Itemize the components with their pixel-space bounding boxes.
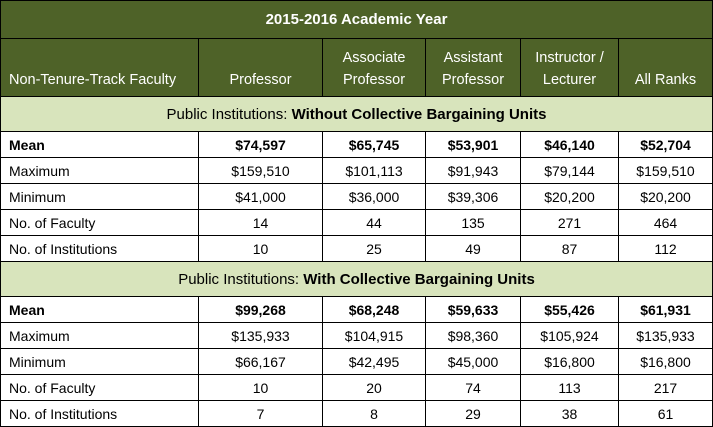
table-cell: $42,495	[323, 349, 426, 375]
table-cell: $135,933	[619, 323, 713, 349]
table-cell: $101,113	[323, 158, 426, 184]
table-cell: $68,248	[323, 297, 426, 323]
table-row	[1, 210, 713, 236]
table-row	[1, 158, 713, 184]
title-row	[1, 1, 713, 39]
row-label: No. of Institutions	[1, 401, 199, 427]
row-label: Maximum	[1, 323, 199, 349]
table-cell: $66,167	[199, 349, 323, 375]
table-cell: $46,140	[521, 132, 619, 158]
table-cell: 20	[323, 375, 426, 401]
table-row	[1, 323, 713, 349]
table-title: 2015-2016 Academic Year	[1, 1, 713, 39]
row-label: No. of Institutions	[1, 236, 199, 262]
row-label: Minimum	[1, 184, 199, 210]
column-header-professor: Professor	[199, 39, 323, 97]
table-cell: 113	[521, 375, 619, 401]
section-title-bold: With Collective Bargaining Units	[303, 270, 535, 288]
table-cell: 87	[521, 236, 619, 262]
column-header-category: Non-Tenure-Track Faculty	[1, 39, 199, 97]
section-title	[1, 262, 713, 297]
table-cell: 38	[521, 401, 619, 427]
table-cell: $99,268	[199, 297, 323, 323]
table-cell: 49	[426, 236, 521, 262]
table-row	[1, 236, 713, 262]
table-cell: $135,933	[199, 323, 323, 349]
table-cell: $65,745	[323, 132, 426, 158]
table-cell: 61	[619, 401, 713, 427]
section-header-row	[1, 262, 713, 297]
table-row	[1, 132, 713, 158]
table-cell: 464	[619, 210, 713, 236]
section-header-row	[1, 97, 713, 132]
table-cell: 135	[426, 210, 521, 236]
table-cell: $45,000	[426, 349, 521, 375]
table-row	[1, 401, 713, 427]
table-cell: $74,597	[199, 132, 323, 158]
table-cell: $16,800	[619, 349, 713, 375]
table-cell: $20,200	[521, 184, 619, 210]
table-cell: $98,360	[426, 323, 521, 349]
table-cell: $39,306	[426, 184, 521, 210]
column-header-all-ranks: All Ranks	[619, 39, 713, 97]
table-cell: 29	[426, 401, 521, 427]
table-body	[1, 97, 713, 427]
table-cell: 112	[619, 236, 713, 262]
table-cell: $104,915	[323, 323, 426, 349]
row-label: Minimum	[1, 349, 199, 375]
table-row	[1, 297, 713, 323]
section-title-prefix: Public Institutions:	[178, 270, 304, 288]
table-cell: 25	[323, 236, 426, 262]
table-cell: 271	[521, 210, 619, 236]
table-cell: 14	[199, 210, 323, 236]
column-header-associate-professor: Associate Professor	[323, 39, 426, 97]
table-cell: $36,000	[323, 184, 426, 210]
section-title	[1, 97, 713, 132]
row-label: Mean	[1, 297, 199, 323]
row-label: No. of Faculty	[1, 210, 199, 236]
table-cell: 10	[199, 236, 323, 262]
table-cell: $79,144	[521, 158, 619, 184]
table-row	[1, 349, 713, 375]
table-cell: $55,426	[521, 297, 619, 323]
table-cell: 44	[323, 210, 426, 236]
table-cell: $61,931	[619, 297, 713, 323]
table-cell: $20,200	[619, 184, 713, 210]
table-cell: $105,924	[521, 323, 619, 349]
table-cell: 74	[426, 375, 521, 401]
row-label: No. of Faculty	[1, 375, 199, 401]
table-cell: $41,000	[199, 184, 323, 210]
table-cell: $91,943	[426, 158, 521, 184]
column-header-row	[1, 39, 713, 97]
column-header-instructor-lecturer: Instructor / Lecturer	[521, 39, 619, 97]
table-cell: 217	[619, 375, 713, 401]
table-cell: 8	[323, 401, 426, 427]
table-cell: $53,901	[426, 132, 521, 158]
table-cell: $159,510	[199, 158, 323, 184]
table-cell: $159,510	[619, 158, 713, 184]
table-cell: $59,633	[426, 297, 521, 323]
row-label: Mean	[1, 132, 199, 158]
section-title-prefix: Public Institutions:	[166, 105, 292, 123]
table-cell: 7	[199, 401, 323, 427]
table-cell: $52,704	[619, 132, 713, 158]
section-title-bold: Without Collective Bargaining Units	[291, 105, 547, 123]
table-cell: $16,800	[521, 349, 619, 375]
table-row	[1, 375, 713, 401]
table-cell: 10	[199, 375, 323, 401]
table-row	[1, 184, 713, 210]
column-header-assistant-professor: Assistant Professor	[426, 39, 521, 97]
row-label: Maximum	[1, 158, 199, 184]
